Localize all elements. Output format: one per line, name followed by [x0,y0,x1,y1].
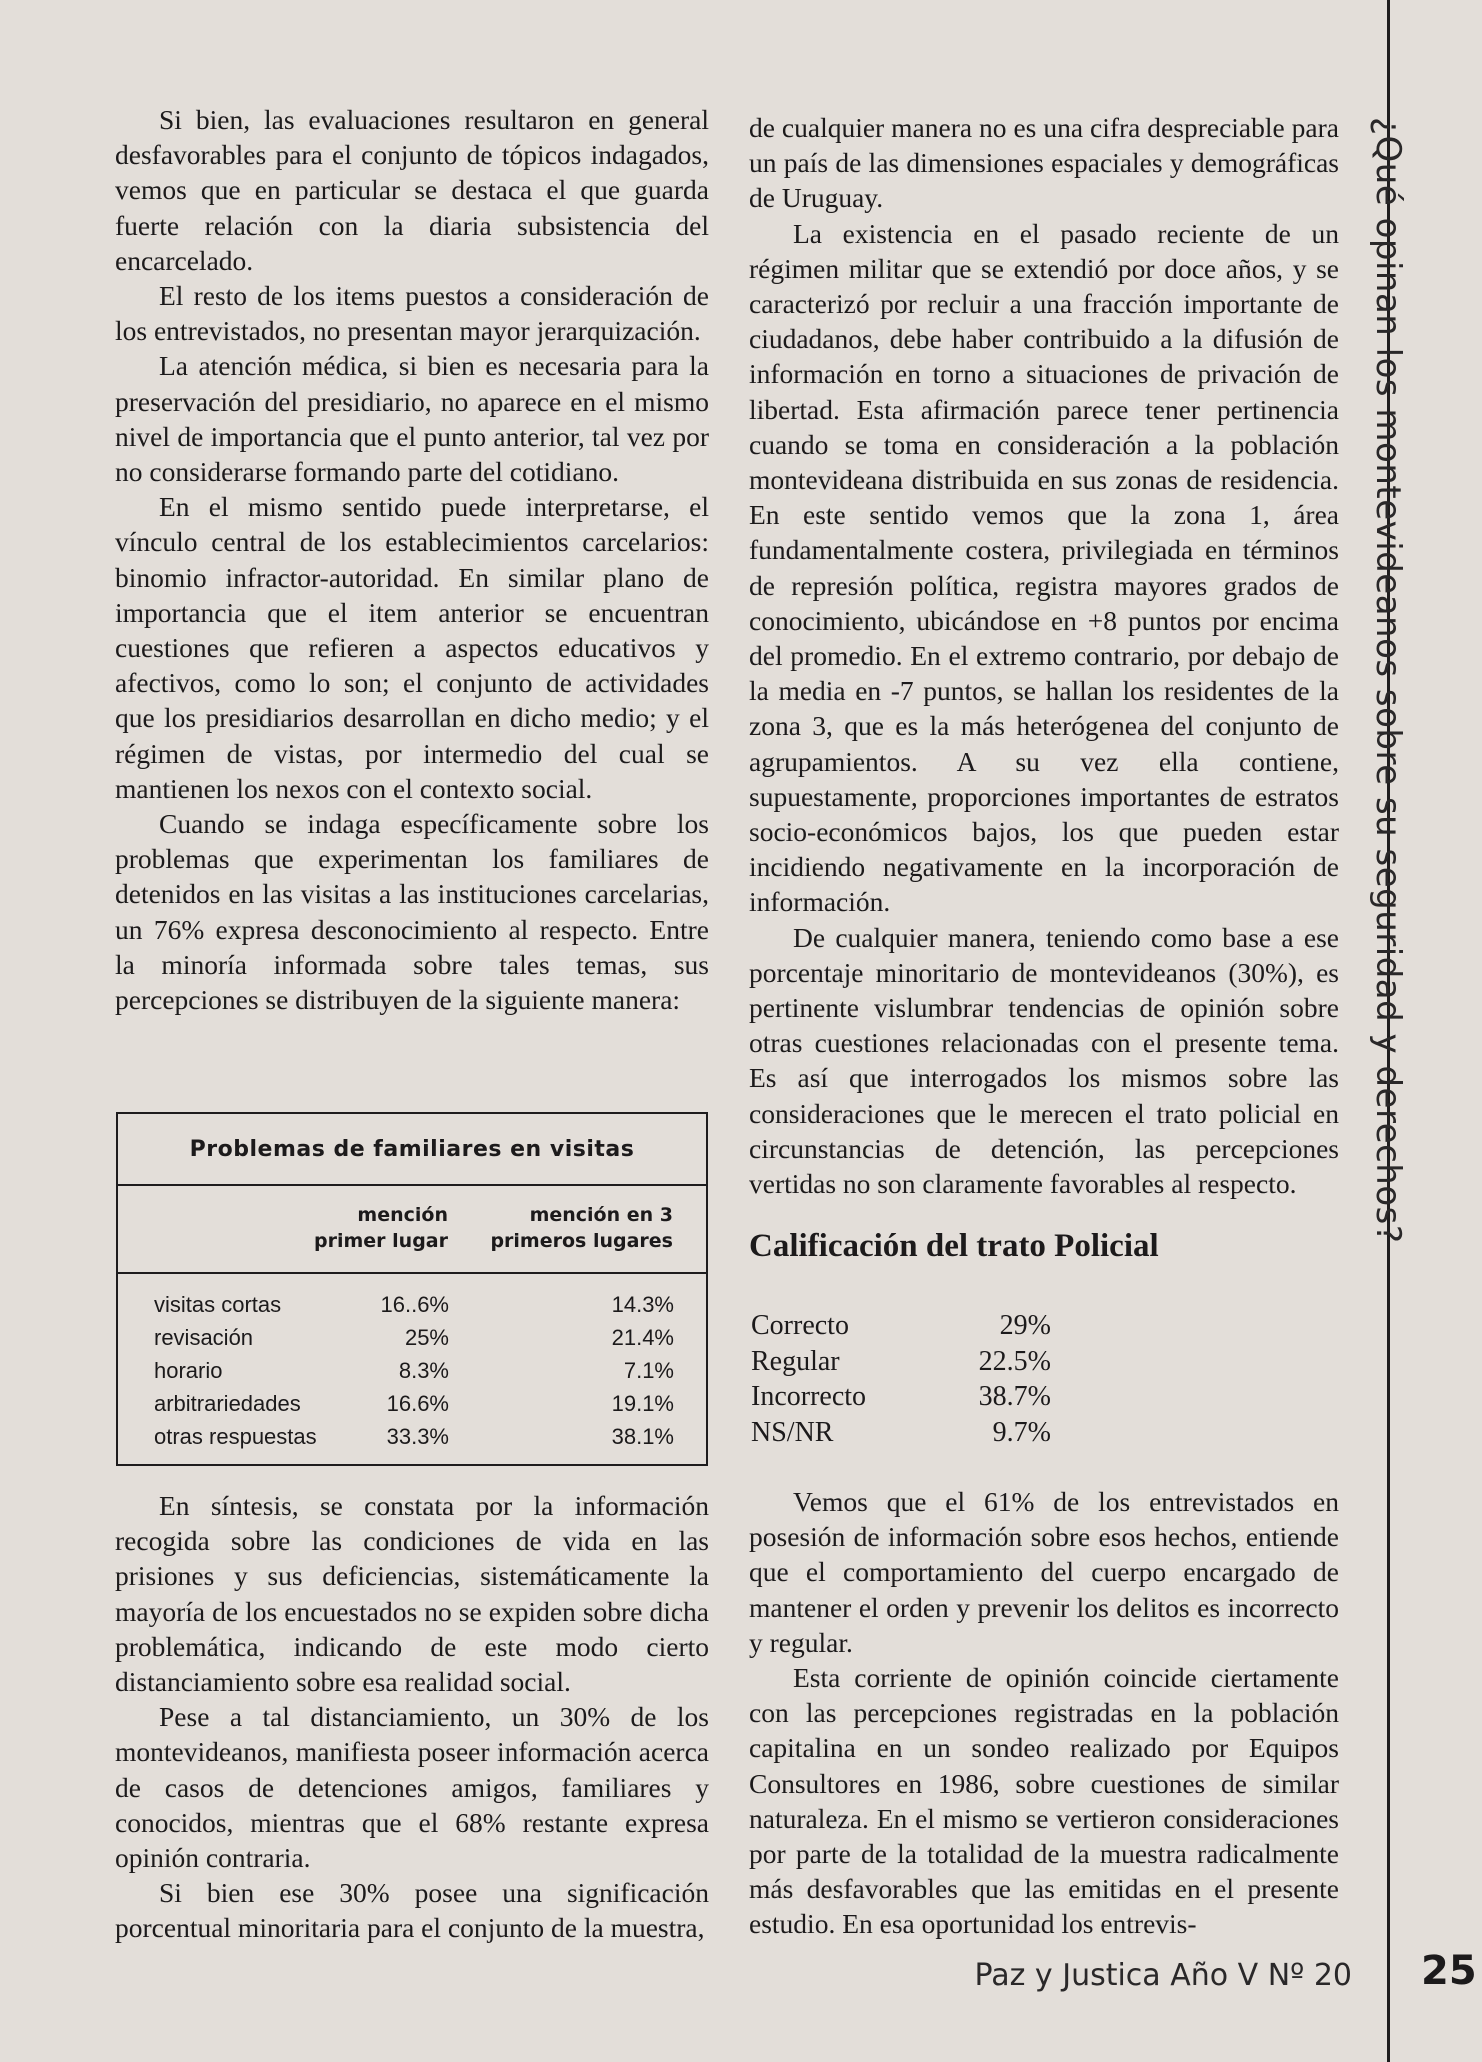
column-header-line: primeros lugares [490,1230,673,1252]
paragraph: Cuando se indaga específicamente sobre los problemas que experimentan los familiares de detenidos en las visitas a las instituciones carcelarias, un 76% expresa desconocimiento al respecto. Entre la minoría informada sobre tales temas, sus percepciones se distribuyen de la siguiente manera: [115,808,709,1016]
row-label: arbitrariedades [154,1391,301,1416]
paragraph: de cualquier manera no es una cifra despreciable para un país de las dimensiones espaciales y demográficas de Uruguay. [749,112,1339,214]
column-header-line: mención [357,1204,448,1226]
row-label: revisación [154,1325,254,1350]
table-row [118,1420,706,1453]
paragraph: De cualquier manera, teniendo como base a ese porcentaje minoritario de montevideanos (30%), es pertinente vislumbrar tendencias de opinión sobre otras cuestiones relacionadas con el presente tema. Es así que interrogados los mismos sobre las consideraciones que le merecen el trato policial en circunstancias de detención, las percepciones vertidas no son claramente favorables al respecto. [749,921,1339,1200]
rating-value: 29% [999,1310,1051,1341]
table-row [118,1354,706,1387]
paragraph: En síntesis, se constata por la información recogida sobre las condiciones de vida en las prisiones y sus deficiencias, sistemáticamente la mayoría de los encuestados no se expiden sobre dicha problemática, indicando de este modo cierto distanciamiento sobre esa realidad social. [115,1490,709,1698]
paragraph: Esta corriente de opinión coincide ciertamente con las percepciones registradas en la población capitalina en un sondeo realizado por Equipos Consultores en 1986, sobre cuestiones de similar naturaleza. En el mismo se vertieron consideraciones por parte de la totalidad de la muestra radicalmente más desfavorables que las emitidas en el presente estudio. En esa oportunidad los entrevis- [749,1662,1339,1940]
rating-label: NS/NR [751,1416,834,1448]
paragraph: Si bien ese 30% posee una significación porcentual minoritaria para el conjunto de la muestra, [115,1877,709,1944]
paragraph: El resto de los items puestos a consideración de los entrevistados, no presentan mayor jerarquización. [115,280,709,347]
left-column-top [115,102,709,1017]
first-place-value: 16.6% [386,1391,449,1416]
table-title: Problemas de familiares en visitas [118,1114,706,1186]
right-column-top [749,110,1339,1201]
column-header-line: primer lugar [314,1230,448,1252]
top-three-value: 7.1% [623,1358,674,1383]
rating-value: 38.7% [978,1381,1051,1412]
rating-row [751,1344,1051,1380]
table-header [118,1186,706,1274]
section-heading: Calificación del trato Policial [749,1228,1159,1264]
top-three-value: 38.1% [611,1424,674,1449]
first-place-value: 8.3% [398,1358,449,1383]
first-place-value: 16..6% [380,1292,449,1317]
column-header-first-place [298,1202,448,1254]
first-place-value: 33.3% [386,1424,449,1449]
row-label: otras respuestas [154,1424,317,1449]
rating-value: 22.5% [978,1345,1051,1377]
row-label: visitas cortas [154,1292,282,1317]
table-body [118,1274,706,1453]
paragraph: Pese a tal distanciamiento, un 30% de los montevideanos, manifiesta poseer información acerca de casos de detenciones amigos, familiares y conocidos, mientras que el 68% restante expresa opinión contraria. [115,1701,709,1874]
table-row [118,1288,706,1321]
paragraph: Vemos que el 61% de los entrevistados en posesión de información sobre esos hechos, entiende que el comportamiento del cuerpo encargado de mantener el orden y prevenir los delitos es incorrecto y regular. [749,1486,1339,1658]
left-column-bottom [115,1488,709,1946]
rating-label: Correcto [751,1310,849,1341]
rating-label: Incorrecto [751,1381,867,1412]
paragraph: La existencia en el pasado reciente de un régimen militar que se extendió por doce años, y se caracterizó por recluir a una fracción importante de ciudadanos, debe haber contribuido a la difusión de información en torno a situaciones de privación de libertad. Esta afirmación parece tener pertinencia cuando se toma en consideración a la población montevideana distribuida en sus zonas de residencia. En este sentido vemos que la zona 1, área fundamentalmente costera, privilegiada en términos de represión política, registra mayores grados de conocimiento, ubicándose en +8 puntos por encima del promedio. En el extremo contrario, por debajo de la media en -7 puntos, se hallan los residentes de la zona 3, que es la más heterógenea del conjunto de agrupamientos. A su vez ella contiene, supuestamente, proporciones importantes de estratos socio-económicos bajos, los que pueden estar incidiendo negativamente en la incorporación de información. [749,217,1339,918]
problems-table [116,1112,708,1466]
column-header-top-three [468,1202,673,1254]
footer-publication: Paz y Justica Año V Nº 20 [974,1958,1352,1993]
running-title: ¿Qué opinan los montevideanos sobre su seguridad y derechos? [1368,117,1408,1244]
page-number: 25 [1421,1948,1477,1994]
row-label: horario [154,1358,223,1383]
column-header-line: mención en 3 [529,1204,673,1226]
paragraph: En el mismo sentido puede interpretarse, el vínculo central de los establecimientos carcelarios: binomio infractor-autoridad. En similar plano de importancia que el item anterior se encuentran cuestiones que refieren a aspectos educativos y afectivos, como lo son; el conjunto de actividades que los presidiarios desarrollan en dicho medio; y el régimen de vistas, por intermedio del cual se mantienen los nexos con el contexto social. [115,491,709,804]
rating-value: 9.7% [992,1416,1051,1448]
rating-label: Regular [751,1345,840,1377]
rating-list [751,1308,1051,1450]
top-three-value: 21.4% [611,1325,674,1350]
first-place-value: 25% [404,1325,449,1350]
table-row [118,1387,706,1420]
paragraph: Si bien, las evaluaciones resultaron en general desfavorables para el conjunto de tópicos indagados, vemos que en particular se destaca el que guarda fuerte relación con la diaria subsistencia del encarcelado. [115,104,709,276]
top-three-value: 19.1% [611,1391,674,1416]
rating-row [751,1415,1051,1451]
rating-row [751,1308,1051,1344]
paragraph: La atención médica, si bien es necesaria para la preservación del presidiario, no aparece en el mismo nivel de importancia que el punto anterior, tal vez por no considerarse formando parte del cotidiano. [115,350,709,488]
top-three-value: 14.3% [611,1292,674,1317]
right-column-bottom [749,1484,1339,1942]
table-row [118,1321,706,1354]
rating-row [751,1379,1051,1415]
